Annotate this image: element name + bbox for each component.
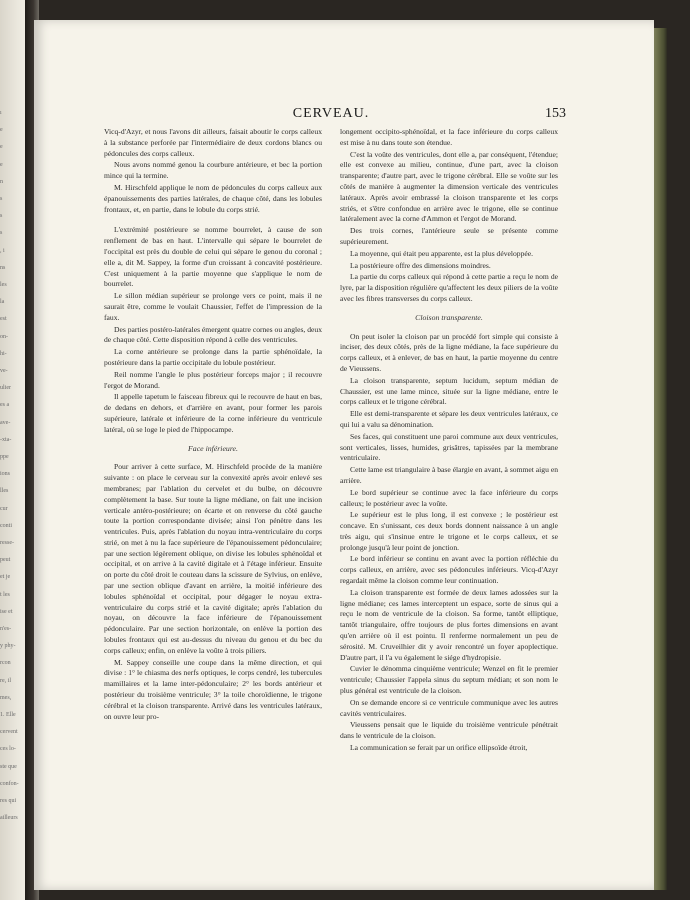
margin-fragment: ise et [0, 608, 13, 615]
section-heading: Cloison transparente. [415, 312, 483, 322]
paragraph: Le supérieur est le plus long, il est convexe ; le postérieur est concave. En s'unissant, ces deux bords donnent naissance à un angle très aigu, qui s'insinue entre le trigone et le corps calleux, et se prolonge jusqu'à leur point de jonction. [340, 510, 558, 552]
paragraph: On se demande encore si ce ventricule communique avec les autres cavités ventriculaires. [340, 697, 558, 718]
margin-fragment: e [0, 144, 3, 151]
section-heading: Face inférieure. [188, 443, 238, 453]
margin-fragment: est [0, 316, 7, 323]
paragraph: La cloison transparente, septum lucidum, septum médian de Chaussier, est une lame mince, située sur la ligne médiane, entre le corps calleux et le trigone cérébral. [340, 375, 558, 407]
paragraph: Cette lame est triangulaire à base élargie en avant, à sommet aigu en arrière. [340, 465, 558, 485]
paragraph: Des trois cornes, l'antérieure seule se présente comme supérieurement. [340, 226, 558, 246]
margin-fragment: cur [0, 505, 8, 512]
text-column-right [340, 127, 558, 755]
margin-fragment: resse- [0, 540, 14, 546]
margin-fragment: re, il [0, 677, 11, 684]
margin-fragment: les [0, 282, 7, 288]
margin-fragment: lles [0, 488, 9, 495]
margin-fragment: la [0, 299, 5, 306]
paragraph: Le bord inférieur se continu en avant avec la portion réfléchie du corps calleux, en arrière, avec ses pédoncules inférieurs. Vicq-d'Azyr regardait même la cloison comme leur continuation. [340, 554, 558, 586]
margin-fragment: ve- [0, 368, 8, 374]
margin-fragment: y phy- [0, 643, 16, 650]
paragraph: La communication se ferait par un orifice ellipsoïde étroit, [350, 743, 528, 753]
paragraph: Cuvier le dénomma cinquième ventricule; Wenzel en fit le premier ventricule; Chaussier l'appela sinus du septum médian; et son nom le plus général est ventricule de la cloison. [340, 664, 558, 696]
paragraph: La moyenne, qui était peu apparente, est la plus développée. [350, 248, 534, 258]
margin-fragment: ave- [0, 419, 11, 426]
margin-fragment: cervent [0, 729, 18, 736]
paragraph: Reil nomme l'angle le plus postérieur forceps major ; il recouvre l'ergot de Morand. [104, 369, 322, 390]
paragraph: Vicq-d'Azyr, et nous l'avons dit ailleurs, faisait aboutir le corps calleux à la substance perforée par l'intermédiaire de deux cordons blancs ou pédoncules des corps calleux. [104, 127, 322, 158]
margin-fragment: on- [0, 333, 8, 340]
page-header [96, 106, 566, 122]
margin-fragment: s [0, 196, 3, 202]
paragraph: La partie du corps calleux qui répond à cette partie a reçu le nom de lyre, par la disposition régulière qu'affectent les deux piliers de la voûte avec les fibres transverses du corps calleux. [340, 272, 558, 303]
margin-fragment: ns [0, 264, 6, 271]
paragraph: C'est la voûte des ventricules, dont elle a, par conséquent, l'étendue; elle est convexe au milieu, continue, d'une part, avec la cloison transparente; d'autre part, avec le trigone cérébral. Elle se voûte sur les côtés de manière à augmenter la dimension verticale des ventricules latéraux. Après avoir embrassé la cloison transparente et les corps striés, et s'être confondue en arrière avec le trigone, elle se continue latéralement avec la corne d'Ammon et l'ergot de Morand. [340, 149, 558, 224]
margin-fragment: es a [0, 402, 10, 409]
paragraph-gap [104, 216, 322, 225]
paragraph: L'extrémité postérieure se nomme bourrelet, à cause de son renflement de bas en haut. L'intervalle qui sépare le bourrelet de l'occipital est près du double de celui qui sépare le genou du coronal ; elle a, dit M. Sappey, la forme d'un croissant à concavité postérieure. C'est uniquement à la partie moyenne que s'applique le nom de bourrelet. [104, 225, 322, 289]
paragraph: Vieussens pensait que le liquide du troisième ventricule pénétrait dans le ventricule de la cloison. [340, 720, 558, 741]
margin-fragment: ste que [0, 763, 17, 770]
paragraph: Des parties postéro-latérales émergent quatre cornes ou angles, deux de chaque côté. Cette disposition répond à celle des ventricules. [104, 324, 322, 345]
margin-fragment: 1. Elle [0, 712, 16, 718]
margin-fragment: res qui [0, 798, 17, 804]
margin-fragment: e [0, 127, 3, 134]
paragraph: Il appelle tapetum le faisceau fibreux qui le recouvre de haut en bas, de dedans en dehors, et d'arrière en avant, pour former les parois supérieure, latérale et inférieure de la corne inférieure du ventricule latéral, où se loge le pied de l'hippocampe. [104, 392, 322, 434]
paragraph: Le bord supérieur se continue avec la face inférieure du corps calleux; le postérieur avec la voûte. [340, 487, 558, 508]
paragraph: longement occipito-sphénoïdal, et la face inférieure du corps calleux est mise à nu dans toute son étendue. [340, 127, 558, 147]
margin-fragment: , i [0, 247, 5, 254]
margin-fragment: hi- [0, 350, 7, 357]
margin-fragment: conti [0, 522, 12, 529]
paragraph: Nous avons nommé genou la courbure antérieure, et bec la portion mince qui la termine. [104, 160, 322, 181]
paragraph: La corne antérieure se prolonge dans la partie sphénoïdale, la postérieure dans la partie occipitale du lobule postérieur. [104, 347, 322, 367]
paragraph: La postérieure offre des dimensions moindres. [350, 260, 491, 270]
text-column-left [104, 127, 322, 723]
running-title: CERVEAU. [292, 106, 370, 121]
margin-fragment: n'es- [0, 626, 12, 632]
margin-fragment: n [0, 178, 3, 185]
margin-fragment: confon- [0, 780, 19, 787]
margin-fragment: et je [0, 574, 11, 581]
margin-fragment: -xta- [0, 436, 12, 443]
margin-fragment: s [0, 230, 3, 237]
paragraph: Ses faces, qui constituent une paroi commune aux deux ventricules, sont verticales, lisses, humides, grisâtres, tapissées par la membrane ventriculaire. [340, 431, 558, 463]
margin-fragment: ces lo- [0, 746, 16, 753]
paragraph: Pour arriver à cette surface, M. Hirschfeld procède de la manière suivante : on place le cerveau sur la convexité après avoir enlevé ses membranes; par l'ablation du cervelet et du bulbe, on découvre complètement la base. Sur toute la ligne médiane, on fait une incision verticale antéro-postérieure; on écarte et on renverse du côté gauche toute la portion correspondante divisée; ainsi l'on pénètre dans les ventricules. Puis, après l'ablation du noyau intra-ventriculaire du corps strié, on met à nu la face supérieure de l'épanouissement pédonculaire; par une section légèrement oblique, on divise les lobules sphénoïdal et occipital, et on arrive à la cavité digitale et à l'étage inférieur. Ensuite on porte du côté droit le couteau dans la scissure de Sylvius, on enlève, par une section oblique d'avant en arrière, la moitié inférieure des lobules sphénoïdal et occipital, pour dégager le noyau extra-ventriculaire du corps strié et la cavité digitale; après l'ablation du noyau, on découvre la face inférieure de l'épanouissement pédonculaire. Par une section horizontale, on enlève la portion des lobules frontaux qui est au-dessus du niveau du genou et du bec du corps calleux; enfin, on enlève la voûte à trois piliers. [104, 462, 322, 655]
margin-fragment: peut [0, 557, 11, 564]
paragraph: Elle est demi-transparente et sépare les deux ventricules latéraux, ce qui lui a valu sa dénomination. [340, 409, 558, 429]
margin-fragment: rcon [0, 660, 11, 667]
paragraph: Le sillon médian supérieur se prolonge vers ce point, mais il ne saurait être, comme le voulait Chaussier, l'effet de l'impression de la faux. [104, 291, 322, 322]
paragraph: On peut isoler la cloison par un procédé fort simple qui consiste à inciser, des deux côtés, près de la ligne médiane, la face supérieure du corps calleux, et à enlever, de bas en haut, la partie moyenne du centre de Vieussens. [340, 331, 558, 373]
paragraph: M. Hirschfeld applique le nom de pédoncules du corps calleux aux épanouissements des parties latérales, de chaque côté, dans les lobules frontaux, et, en partie, dans le lobule du corps strié. [104, 182, 322, 214]
margin-fragment: ı [0, 110, 2, 116]
margin-fragment: s [0, 213, 3, 220]
paragraph: La cloison transparente est formée de deux lames adossées sur la ligne médiane; ces lames interceptent un espace, sorte de sinus qui a reçu le nom de ventricule de la cloison. Sa forme, tantôt elliptique, tantôt triangulaire, offre toujours de plus fortes dimensions en avant qu'en arrière où il est pointu. Il renferme normalement un peu de sérosité. M. Cruveilhier dit y avoir rencontré un foyer apoplectique. D'autre part, il l'a vu également le siége d'hydropisie. [340, 587, 558, 662]
page-number: 153 [545, 106, 566, 121]
margin-fragment: ailleurs [0, 815, 18, 822]
margin-fragment: ions [0, 471, 11, 478]
paragraph: M. Sappey conseille une coupe dans la même direction, et qui divise : 1° le chiasma des nerfs optiques, le corps cendré, les tubercules mamillaires et la lame inter-pédonculaire; 2° les bords antérieur et postérieur du troisième ventricule; 3° la toile choroïdienne, le trigone cérébral et la cloison transparente. Arrivé dans les ventricules latéraux, on ouvre leur pro- [104, 657, 322, 721]
margin-fragment: t les [0, 591, 10, 598]
margin-fragment: ulier [0, 385, 11, 392]
margin-fragment: mes, [0, 694, 12, 701]
margin-fragment: ppe [0, 454, 9, 460]
margin-fragment: e [0, 161, 3, 168]
